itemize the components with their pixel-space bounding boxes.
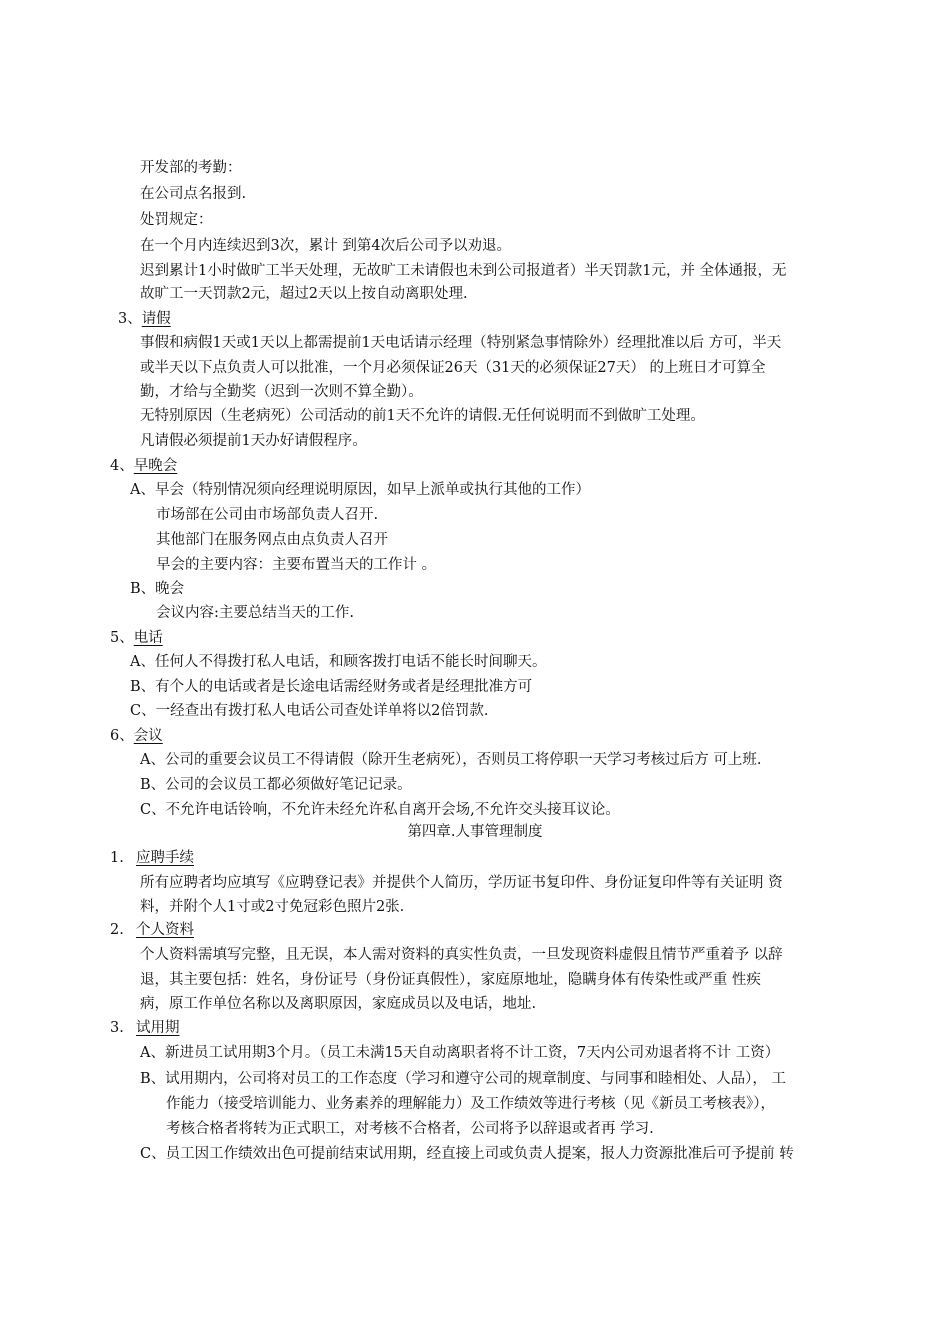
phone-rule-c: C、一经查出有拨打私人电话公司查处详单将以2倍罚款. <box>130 703 489 719</box>
penalty-paragraph-2-line-2: 故旷工一天罚款2元，超过2天以上按自动离职处理. <box>140 286 468 302</box>
phone-rule-b: B、有个人的电话或者是长途电话需经财务或者是经理批准方可 <box>130 679 533 695</box>
section-title: 电话 <box>133 630 163 646</box>
evening-meeting-line-1: 会议内容:主要总结当天的工作. <box>156 605 354 621</box>
penalty-paragraph-2-line-1: 迟到累计1小时做旷工半天处理，无故旷工未请假也未到公司报道者）半天罚款1元，并 全体通报，无 <box>140 263 787 279</box>
section-probation-heading <box>110 1018 180 1038</box>
leave-paragraph-1-line-1: 事假和病假1天或1天以上都需提前1天电话请示经理（特别紧急事情除外）经理批准以后 方可，半天 <box>140 335 782 351</box>
section-title: 早晚会 <box>133 458 178 474</box>
probation-rule-b-line-2: 作能力（接受培训能力、业务素养的理解能力）及工作绩效等进行考核（见《新员工考核表》）， <box>166 1096 775 1112</box>
section-number: 3、 <box>118 311 142 327</box>
leave-paragraph-1-line-3: 勤，才给与全勤奖（迟到一次则不算全勤）。 <box>140 384 423 400</box>
evening-meeting-item: B、晚会 <box>130 581 185 597</box>
morning-meeting-line-3: 早会的主要内容：主要布置当天的工作计 。 <box>156 557 437 573</box>
personal-info-line-3: 病，原工作单位名称以及离职原因，家庭成员以及电话，地址. <box>140 996 537 1012</box>
section-number: 1. <box>110 850 124 866</box>
section-number: 5、 <box>110 630 134 646</box>
meeting-rule-c: C、不允许电话铃响，不允许未经允许私自离开会场,不允许交头接耳议论。 <box>140 802 620 818</box>
probation-rule-a: A、新进员工试用期3个月。（员工未满15天自动离职者将不计工资，7天内公司劝退者将不计 工资） <box>140 1045 780 1061</box>
phone-rule-a: A、任何人不得拨打私人电话，和顾客拨打电话不能长时间聊天。 <box>130 654 547 670</box>
leave-paragraph-3: 凡请假必须提前1天办好请假程序。 <box>140 433 367 449</box>
section-personal-info-heading <box>110 920 194 940</box>
leave-paragraph-2: 无特别原因（生老病死）公司活动的前1天不允许的请假.无任何说明而不到做旷工处理。 <box>140 408 705 424</box>
leave-paragraph-1-line-2: 或半天以下点负责人可以批准，一个月必须保证26天（31天的必须保证27天） 的上班日才可算全 <box>140 360 766 376</box>
chapter-title: 第四章.人事管理制度 <box>407 824 543 840</box>
probation-rule-b-line-3: 考核合格者将转为正式职工，对考核不合格者，公司将予以辞退或者再 学习. <box>166 1121 654 1137</box>
section-meeting-heading <box>110 726 163 746</box>
probation-rule-b-line-1: B、试用期内，公司将对员工的工作态度（学习和遵守公司的规章制度、与同事和睦相处、人品）， 工 <box>140 1071 787 1087</box>
section-title: 应聘手续 <box>136 850 194 866</box>
section-title: 会议 <box>133 728 163 744</box>
application-line-2: 料，并附个人1寸或2寸免冠彩色照片2张. <box>140 899 405 915</box>
section-application-heading <box>110 848 194 868</box>
section-title: 请假 <box>141 311 171 327</box>
morning-meeting-item: A、早会（特别情况须向经理说明原因，如早上派单或执行其他的工作） <box>130 482 590 498</box>
section-phone-heading <box>110 628 163 648</box>
morning-meeting-line-1: 市场部在公司由市场部负责人召开. <box>156 507 379 523</box>
section-number: 6、 <box>110 728 134 744</box>
attendance-heading: 开发部的考勤： <box>140 160 242 176</box>
section-number: 3. <box>110 1020 124 1036</box>
section-title: 试用期 <box>136 1020 180 1036</box>
meeting-rule-a: A、公司的重要会议员工不得请假（除开生老病死），否则员工将停职一天学习考核过后方 可上班. <box>140 752 762 768</box>
attendance-rule: 在公司点名报到. <box>140 186 247 202</box>
penalty-paragraph-1: 在一个月内连续迟到3次，累计 到第4次后公司予以劝退。 <box>140 238 512 254</box>
application-line-1: 所有应聘者均应填写《应聘登记表》并提供个人简历，学历证书复印件、身份证复印件等有关证明 资 <box>140 875 783 891</box>
section-number: 2. <box>110 922 124 938</box>
morning-meeting-line-2: 其他部门在服务网点由点负责人召开 <box>156 532 388 548</box>
meeting-rule-b: B、公司的会议员工都必须做好笔记记录。 <box>140 777 412 793</box>
section-number: 4、 <box>110 458 134 474</box>
penalty-heading: 处罚规定： <box>140 212 213 228</box>
section-daily-meetings-heading <box>110 456 177 476</box>
section-leave-heading <box>118 309 171 329</box>
personal-info-line-1: 个人资料需填写完整，且无误，本人需对资料的真实性负责，一旦发现资料虚假且情节严重着予 以辞 <box>140 947 783 963</box>
personal-info-line-2: 退，其主要包括：姓名，身份证号（身份证真假性），家庭原地址，隐瞒身体有传染性或严重 性疾 <box>140 972 761 988</box>
section-title: 个人资料 <box>136 922 194 938</box>
probation-rule-c: C、员工因工作绩效出色可提前结束试用期，经直接上司或负责人提案，报人力资源批准后可予提前 转 <box>140 1146 794 1162</box>
